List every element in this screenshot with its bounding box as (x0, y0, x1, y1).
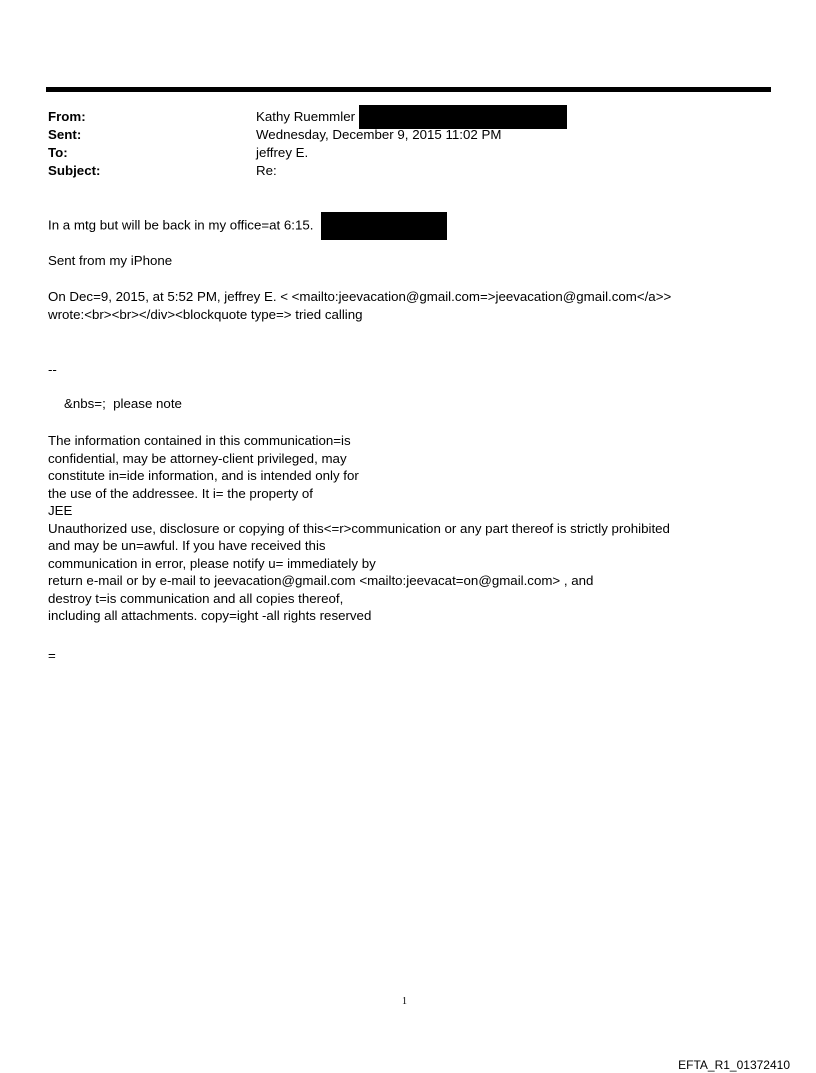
from-row (48, 108, 567, 126)
disclaimer-line: return e-mail or by e-mail to jeevacation@gmail.com <mailto:jeevacat=on@gmail.com> , and (48, 573, 594, 588)
quoted-message (48, 288, 671, 323)
to-label: To: (48, 145, 68, 160)
quote-line: On Dec=9, 2015, at 5:52 PM, jeffrey E. < <mailto:jeevacation@gmail.com=>jeevacation@gmail.com</a>> (48, 289, 672, 304)
email-header (48, 108, 567, 180)
disclaimer-line: The information contained in this communication=is (48, 433, 351, 448)
subject-value: Re: (256, 163, 277, 178)
sent-row (48, 126, 567, 144)
header-divider (46, 87, 771, 92)
disclaimer-line: including all attachments. copy=ight -all rights reserved (48, 608, 372, 623)
message-line (48, 212, 447, 240)
message-text: In a mtg but will be back in my office=at 6:15. (48, 217, 314, 233)
disclaimer-line: Unauthorized use, disclosure or copying of this<=r>communication or any part thereof is strictly prohibited (48, 520, 670, 536)
quote-line: wrote:<br><br></div><blockquote type=> tried calling (48, 306, 363, 322)
subject-label: Subject: (48, 163, 101, 178)
trailing-mark (48, 647, 56, 665)
sent-label: Sent: (48, 127, 82, 142)
disclaimer-line: the use of the addressee. It i= the property of (48, 485, 313, 501)
bates-number: EFTA_R1_01372410 (678, 1058, 790, 1072)
disclaimer-line: and may be un=awful. If you have received this (48, 538, 326, 553)
subject-row (48, 162, 567, 180)
to-value: jeffrey E. (256, 145, 309, 160)
separator-text: -- (48, 362, 57, 377)
sent-value: Wednesday, December 9, 2015 11:02 PM (256, 127, 502, 142)
from-value: Kathy Ruemmler (256, 109, 356, 124)
disclaimer-line: confidential, may be attorney-client privileged, may (48, 450, 347, 466)
signature (48, 252, 172, 270)
signature-text: Sent from my iPhone (48, 253, 173, 268)
from-label: From: (48, 109, 86, 124)
disclaimer-line: destroy t=is communication and all copies thereof, (48, 590, 344, 606)
redaction-box (321, 212, 447, 240)
disclaimer (48, 432, 670, 625)
note-text: &nbs=; please note (64, 396, 182, 411)
disclaimer-line: JEE (48, 503, 73, 518)
trailing-text: = (48, 648, 56, 663)
to-row (48, 144, 567, 162)
separator (48, 361, 57, 379)
page-number: 1 (402, 996, 407, 1007)
disclaimer-line: constitute in=ide information, and is intended only for (48, 468, 359, 483)
from-value-wrap (256, 108, 567, 126)
disclaimer-line: communication in error, please notify u= immediately by (48, 555, 376, 571)
note (48, 395, 182, 413)
